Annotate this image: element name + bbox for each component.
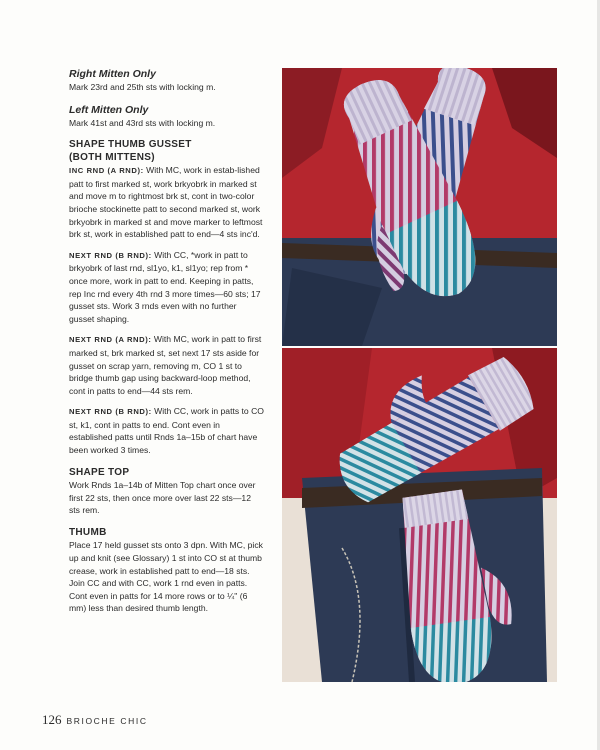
book-title: BRIOCHE CHIC (66, 716, 148, 726)
next-rnd-b-lead-1: NEXT RND (B RND): (69, 250, 152, 260)
thumb-gusset-heading-line-1: SHAPE THUMB GUSSET (69, 139, 192, 151)
inc-rnd-paragraph (69, 164, 264, 241)
inc-rnd-text: With MC, work in estab-lished patt to first marked st, work brkyobrk in marked st and move m to rightmost brk st, cont in two-color brioche stockinette patt to second marked st, work brkyobrk in marked st and move marker to leftmost brk st, work in established patt to end—4 sts inc'd. (69, 165, 263, 240)
right-mitten-text: Mark 23rd and 25th sts with locking m. (69, 82, 216, 92)
right-mitten-heading: Right Mitten Only (69, 68, 156, 80)
mittens-photo-top (282, 68, 557, 346)
next-rnd-a-lead: NEXT RND (A RND): (69, 335, 152, 345)
pattern-text-column (69, 68, 264, 615)
inc-rnd-lead: INC RND (A RND): (69, 166, 144, 176)
next-rnd-a-paragraph (69, 333, 264, 397)
shape-top-text: Work Rnds 1a–14b of Mitten Top chart once over first 22 sts, then once more over last 22 sts—12 sts rem. (69, 480, 256, 516)
thumb-gusset-heading-line-2: (BOTH MITTENS) (69, 151, 155, 163)
next-rnd-b-paragraph-1 (69, 249, 264, 326)
next-rnd-a-text: With MC, work in patt to first marked st, brk marked st, set next 17 sts aside for gusset on scrap yarn, removing m, CO 1 st to bridge thumb gap using backward-loop method, cont in patts to end—44 sts rem. (69, 334, 262, 396)
left-mitten-text: Mark 41st and 43rd sts with locking m. (69, 117, 216, 128)
thumb-gusset-heading (69, 139, 264, 164)
thumb-text: Place 17 held gusset sts onto 3 dpn. With MC, pick up and knit (see Glossary) 1 st into CO st at thumb crease, work in established patt to end—18 sts. Join CC and with CC, work 1 rnd even in patts. Cont even in patts for 14 more rows or to ¼" (6 mm) less than desired thumb length. (69, 540, 263, 614)
next-rnd-b-text-1: With CC, *work in patt to brkyobrk of last rnd, sl1yo, k1, sl1yo; rep from * once more, work in patt to end. Keeping in patts, rep Inc rnd every 4th rnd 3 more times—60 sts; 17 gusset sts. Work 3 rnds even with no further gusset shaping. (69, 249, 261, 324)
next-rnd-b-text-2: With CC, work in patts to CO st, k1, cont in patts to end. Cont even in established patts until Rnds 1a–15b of chart have been worked 3 times. (69, 406, 264, 456)
page-footer (42, 712, 148, 728)
next-rnd-b-lead-2: NEXT RND (B RND): (69, 407, 152, 417)
left-mitten-heading: Left Mitten Only (69, 103, 149, 116)
next-rnd-b-paragraph-2 (69, 405, 264, 456)
shape-top-heading: SHAPE TOP (69, 466, 130, 478)
page-number: 126 (42, 712, 62, 727)
mittens-photo-bottom (282, 348, 557, 682)
thumb-heading: THUMB (69, 526, 107, 538)
